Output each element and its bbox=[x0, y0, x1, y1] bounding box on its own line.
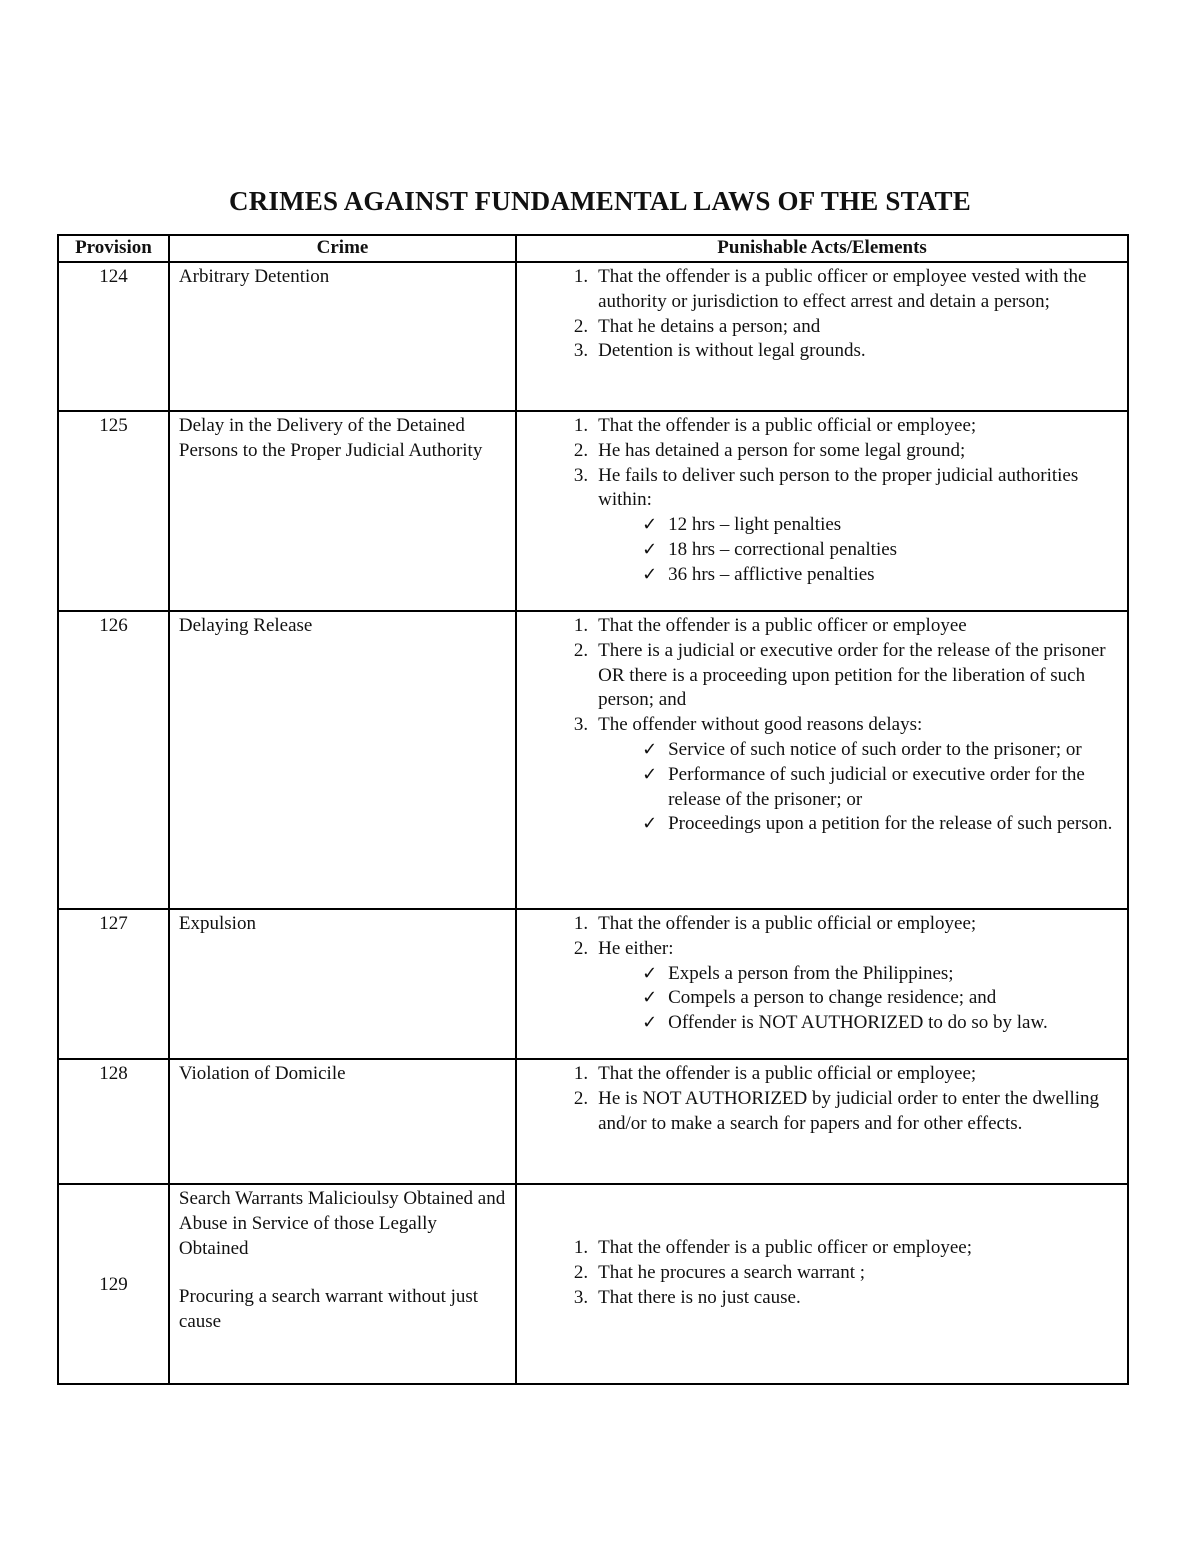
acts-list bbox=[526, 614, 1118, 837]
sub-list-item bbox=[598, 763, 1118, 813]
provision-number: 125 bbox=[99, 415, 128, 436]
checkmark-icon: ✓ bbox=[642, 813, 658, 835]
provision-cell bbox=[58, 1059, 169, 1184]
sub-list-item bbox=[598, 738, 1118, 763]
acts-list bbox=[526, 1062, 1118, 1136]
sub-list bbox=[598, 738, 1118, 837]
table-row bbox=[58, 1059, 1128, 1184]
table-row bbox=[58, 411, 1128, 611]
sub-item-text: Performance of such judicial or executive order for the release of the prisoner; or bbox=[668, 763, 1085, 810]
sub-list bbox=[598, 513, 1118, 587]
item-number: 3. bbox=[573, 714, 589, 736]
list-item bbox=[526, 912, 1118, 937]
checkmark-icon: ✓ bbox=[642, 738, 658, 760]
sub-item-text: Compels a person to change residence; and bbox=[668, 987, 997, 1009]
checkmark-icon: ✓ bbox=[642, 763, 658, 785]
crime-cell bbox=[169, 262, 516, 411]
item-text: He is NOT AUTHORIZED by judicial order to enter the dwelling and/or to make a search for papers and for other effects. bbox=[598, 1087, 1100, 1134]
table-row bbox=[58, 1184, 1128, 1384]
sub-item-text: Expels a person from the Philippines; bbox=[668, 962, 954, 984]
list-item bbox=[526, 464, 1118, 588]
item-number: 2. bbox=[573, 1087, 589, 1109]
acts-list bbox=[526, 265, 1118, 364]
item-number: 3. bbox=[573, 464, 589, 486]
acts-cell bbox=[516, 411, 1128, 611]
provision-number: 126 bbox=[99, 615, 128, 636]
item-number: 1. bbox=[573, 1237, 589, 1258]
provision-cell bbox=[58, 262, 169, 411]
table-header-row bbox=[58, 235, 1128, 262]
provision-number: 127 bbox=[99, 913, 128, 934]
sub-item-text: 18 hrs – correctional penalties bbox=[668, 538, 898, 560]
crime-name: Violation of Domicile bbox=[178, 1063, 346, 1084]
provision-number: 129 bbox=[99, 1273, 128, 1295]
item-number: 1. bbox=[573, 266, 589, 287]
acts-cell bbox=[516, 909, 1128, 1059]
list-item bbox=[526, 1062, 1118, 1087]
provision-cell bbox=[58, 411, 169, 611]
checkmark-icon: ✓ bbox=[642, 1012, 658, 1034]
sub-list-item bbox=[598, 513, 1118, 538]
provision-cell bbox=[58, 909, 169, 1059]
spacer bbox=[179, 1261, 506, 1285]
sub-item-text: 12 hrs – light penalties bbox=[668, 514, 842, 536]
sub-list-item bbox=[598, 962, 1118, 987]
crime-cell bbox=[169, 611, 516, 909]
list-item bbox=[526, 614, 1118, 639]
item-number: 2. bbox=[573, 639, 589, 661]
item-text: He has detained a person for some legal ground; bbox=[598, 439, 966, 461]
table-row bbox=[58, 262, 1128, 411]
item-text: Detention is without legal grounds. bbox=[598, 340, 866, 362]
list-item bbox=[526, 713, 1118, 837]
sub-item-text: Proceedings upon a petition for the release of such person. bbox=[668, 813, 1113, 835]
sub-list-item bbox=[598, 1011, 1118, 1036]
checkmark-icon: ✓ bbox=[642, 514, 658, 536]
checkmark-icon: ✓ bbox=[642, 563, 658, 585]
acts-cell bbox=[516, 262, 1128, 411]
crime-cell bbox=[169, 909, 516, 1059]
item-text: That the offender is a public official or employee; bbox=[598, 913, 977, 934]
checkmark-icon: ✓ bbox=[642, 962, 658, 984]
sub-item-text: Offender is NOT AUTHORIZED to do so by law. bbox=[668, 1012, 1048, 1034]
list-item bbox=[526, 339, 1118, 364]
header-provision: Provision bbox=[58, 235, 169, 262]
sub-list bbox=[598, 962, 1118, 1036]
item-number: 3. bbox=[573, 340, 589, 362]
item-text: There is a judicial or executive order for the release of the prisoner OR there is a proceeding upon petition for the liberation of such person; and bbox=[598, 639, 1106, 711]
crime-subtitle: Procuring a search warrant without just cause bbox=[178, 1286, 479, 1333]
provision-number: 124 bbox=[99, 266, 128, 287]
crime-cell bbox=[169, 411, 516, 611]
item-text: That the offender is a public officer or employee vested with the authority or jurisdiction to effect arrest and detain a person; bbox=[598, 266, 1087, 312]
acts-list bbox=[526, 1236, 1118, 1310]
item-text: That there is no just cause. bbox=[598, 1286, 801, 1308]
sub-list-item bbox=[598, 563, 1118, 588]
item-number: 2. bbox=[573, 315, 589, 337]
checkmark-icon: ✓ bbox=[642, 987, 658, 1009]
item-text: He fails to deliver such person to the proper judicial authorities within: bbox=[598, 464, 1079, 511]
sub-item-text: Service of such notice of such order to the prisoner; or bbox=[668, 738, 1082, 760]
acts-list bbox=[526, 414, 1118, 588]
sub-list-item bbox=[598, 538, 1118, 563]
acts-cell bbox=[516, 1059, 1128, 1184]
item-text: That the offender is a public official or employee; bbox=[598, 1063, 977, 1084]
crime-cell bbox=[169, 1184, 516, 1384]
table-body bbox=[58, 262, 1128, 1384]
crime-name: Delay in the Delivery of the Detained Persons to the Proper Judicial Authority bbox=[178, 415, 483, 461]
item-number: 1. bbox=[573, 913, 589, 934]
list-item bbox=[526, 1261, 1118, 1286]
item-text: That the offender is a public officer or employee bbox=[598, 615, 967, 636]
crime-name: Search Warrants Malicioulsy Obtained and Abuse in Service of those Legally Obtained bbox=[178, 1188, 506, 1259]
item-number: 3. bbox=[573, 1286, 589, 1308]
item-number: 2. bbox=[573, 1261, 589, 1283]
acts-list bbox=[526, 912, 1118, 1036]
header-punishable-acts: Punishable Acts/Elements bbox=[516, 235, 1128, 262]
provision-cell bbox=[58, 1184, 169, 1384]
list-item bbox=[526, 1236, 1118, 1261]
item-text: That the offender is a public officer or employee; bbox=[598, 1237, 972, 1258]
provision-cell bbox=[58, 611, 169, 909]
list-item bbox=[526, 1286, 1118, 1311]
item-number: 2. bbox=[573, 937, 589, 959]
list-item bbox=[526, 1087, 1118, 1137]
list-item bbox=[526, 937, 1118, 1036]
document-title: CRIMES AGAINST FUNDAMENTAL LAWS OF THE STATE bbox=[229, 186, 971, 216]
crimes-table bbox=[57, 234, 1129, 1385]
list-item bbox=[526, 439, 1118, 464]
crime-name: Arbitrary Detention bbox=[178, 266, 330, 287]
sub-item-text: 36 hrs – afflictive penalties bbox=[668, 563, 875, 585]
item-number: 2. bbox=[573, 439, 589, 461]
checkmark-icon: ✓ bbox=[642, 538, 658, 560]
sub-list-item bbox=[598, 986, 1118, 1011]
table-row bbox=[58, 611, 1128, 909]
list-item bbox=[526, 315, 1118, 340]
sub-list-item bbox=[598, 812, 1118, 837]
acts-cell bbox=[516, 1184, 1128, 1384]
crime-name: Expulsion bbox=[178, 913, 256, 934]
crime-cell bbox=[169, 1059, 516, 1184]
list-item bbox=[526, 414, 1118, 439]
item-text: That he procures a search warrant ; bbox=[598, 1261, 866, 1283]
item-number: 1. bbox=[573, 1063, 589, 1084]
acts-cell bbox=[516, 611, 1128, 909]
item-text: That he detains a person; and bbox=[598, 315, 821, 337]
item-text: That the offender is a public official or employee; bbox=[598, 415, 977, 436]
item-text: The offender without good reasons delays: bbox=[598, 714, 923, 736]
spacer bbox=[526, 1187, 1118, 1236]
item-text: He either: bbox=[598, 937, 674, 959]
provision-number: 128 bbox=[99, 1063, 128, 1084]
list-item bbox=[526, 265, 1118, 315]
item-number: 1. bbox=[573, 615, 589, 636]
list-item bbox=[526, 639, 1118, 713]
item-number: 1. bbox=[573, 415, 589, 436]
table-row bbox=[58, 909, 1128, 1059]
crime-name: Delaying Release bbox=[178, 615, 313, 636]
header-crime: Crime bbox=[169, 235, 516, 262]
